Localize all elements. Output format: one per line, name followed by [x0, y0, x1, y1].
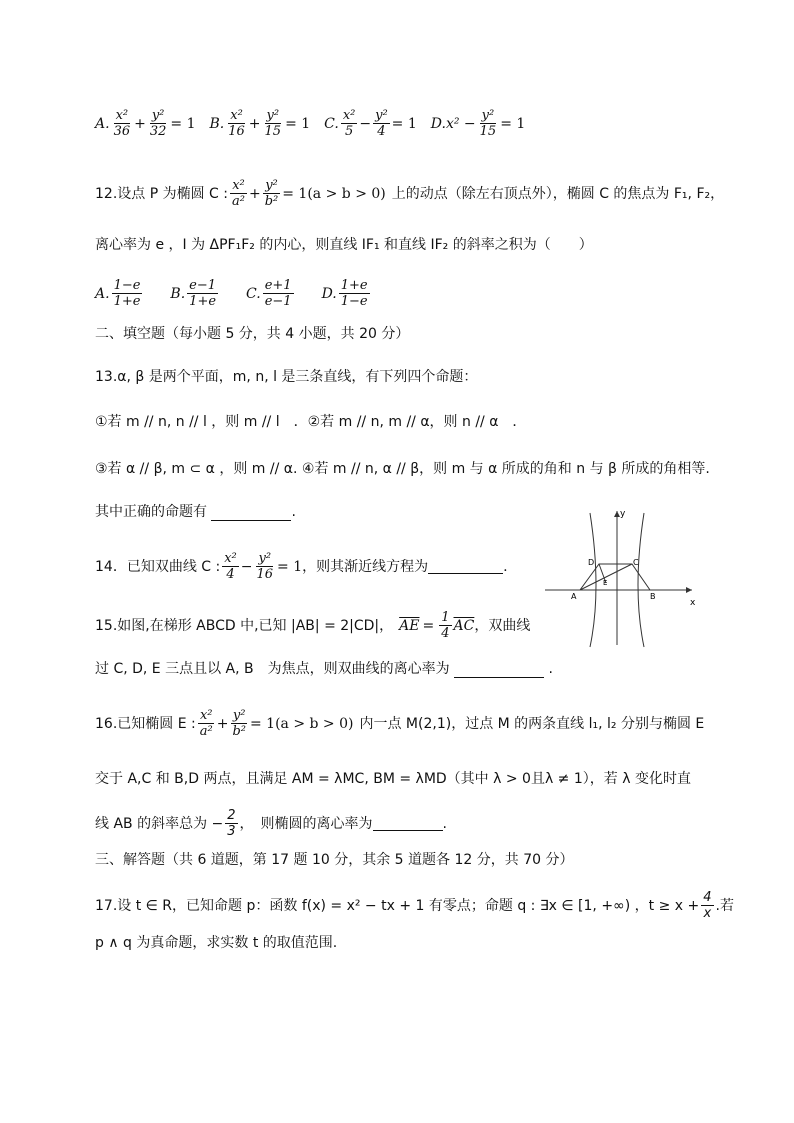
question-text: 12.设点 P 为椭圆 C : [95, 185, 228, 202]
denominator: b² [232, 724, 246, 739]
option-label: C. [324, 115, 339, 132]
fraction [148, 108, 169, 139]
question-text: 16.已知椭圆 E : [95, 715, 196, 732]
punctuation: . [442, 815, 447, 832]
fraction [263, 278, 294, 309]
question-text: 内一点 M(2,1)，过点 M 的两条直线 l₁, l₂ 分别与椭圆 E [359, 715, 705, 732]
section-heading: 二、填空题（每小题 5 分，共 4 小题，共 20 分） [95, 326, 410, 342]
denominator: a² [232, 194, 245, 209]
point-c-label: C [633, 558, 639, 567]
q12-option-b [170, 278, 220, 309]
answer-blank[interactable] [454, 663, 544, 678]
denominator: 36 [113, 124, 131, 139]
option-label: B. [209, 115, 225, 132]
operator: + [248, 185, 261, 202]
q16-line2: 交于 A,C 和 B,D 两点，且满足 AM = λMC, BM = λMD（其中 λ > 0且λ ≠ 1），若 λ 变化时直 [95, 771, 691, 787]
numerator: y² [481, 108, 495, 123]
fraction [263, 108, 284, 139]
question-text: .若 [715, 897, 734, 914]
fraction [225, 808, 237, 839]
fraction [230, 178, 247, 209]
equation-rhs: = 1 [277, 558, 303, 575]
question-text: ，则其渐近线方程为 [302, 558, 429, 575]
denominator: 15 [264, 124, 282, 139]
numerator: x² [115, 108, 129, 123]
fraction [187, 278, 218, 309]
numerator: x² [232, 178, 245, 193]
q12-stem [95, 178, 734, 209]
q11-option-a [95, 108, 195, 139]
term: x² − [445, 115, 476, 132]
fraction [341, 108, 358, 139]
fraction [255, 551, 276, 582]
question-text: 其中正确的命题有 [95, 504, 207, 520]
denominator: 15 [479, 124, 497, 139]
condition: = 1(a > b > 0) [282, 185, 386, 202]
operator: + [248, 115, 261, 132]
denominator: 1−e [340, 294, 368, 309]
denominator: e−1 [264, 294, 292, 309]
y-label: y [620, 509, 626, 519]
q13-line3: ③若 α // β, m ⊂ α ，则 m // α. ④若 m // n, α // β，则 m 与 α 所成的角和 n 与 β 所成的角相等. [95, 461, 710, 477]
answer-blank[interactable] [428, 559, 503, 574]
x-axis-arrow [686, 587, 692, 593]
q13-line1: 13.α, β 是两个平面，m, n, l 是三条直线，有下列四个命题： [95, 369, 478, 385]
numerator: x² [199, 708, 213, 723]
q12-line2: 离心率为 e ，I 为 ΔPF₁F₂ 的内心，则直线 IF₁ 和直线 IF₂ 的斜率之积为（ ） [95, 237, 593, 253]
denominator: 4 [441, 626, 450, 641]
numerator: 1 [441, 610, 450, 625]
point-a-label: A [571, 592, 577, 601]
numerator: 1−e [113, 278, 141, 293]
question-text: 过 C, D, E 三点且以 A, B 为焦点，则双曲线的离心率为 [95, 661, 450, 677]
answer-blank[interactable] [211, 506, 291, 521]
denominator: 32 [149, 124, 167, 139]
denominator: 16 [256, 567, 274, 582]
numerator: y² [258, 551, 272, 566]
question-text: 17.设 t ∈ R，已知命题 p：函数 f(x) = x² − tx + 1 有零点；命题 q : ∃x ∈ [1, +∞) ，t ≥ x + [95, 897, 700, 914]
numerator: y² [375, 108, 388, 123]
denominator: 4 [377, 124, 386, 139]
question-text: ，双曲线 [474, 617, 531, 634]
denominator: 1+e [189, 294, 217, 309]
question-text: 15.如图,在梯形 ABCD 中,已知 |AB| = 2|CD|， [95, 617, 394, 634]
q12-option-a [95, 278, 144, 309]
denominator: 1+e [113, 294, 141, 309]
fraction [339, 278, 370, 309]
numerator: x² [230, 108, 243, 123]
numerator: x² [342, 108, 356, 123]
fraction [230, 708, 248, 739]
equation-rhs: = 1 [391, 115, 417, 132]
denominator: b² [264, 194, 279, 209]
q15-line2 [95, 660, 734, 678]
q16-stem [95, 708, 734, 739]
operator: + [216, 715, 229, 732]
equation-rhs: = 1 [170, 115, 196, 132]
option-label: B. [170, 285, 186, 302]
fraction [226, 108, 247, 139]
option-label: A. [95, 285, 110, 302]
numerator: y² [232, 708, 246, 723]
q13-line4: 其中正确的命题有 . [95, 504, 296, 520]
equation-rhs: = 1 [500, 115, 526, 132]
fraction [701, 890, 713, 921]
operator: = [422, 617, 435, 634]
denominator: 3 [227, 824, 236, 839]
vector-ae: $\overline{AE}$ [399, 617, 420, 634]
question-text: ， 则椭圆的离心率为 [239, 815, 373, 832]
operator: + [134, 115, 146, 132]
condition: = 1(a > b > 0) [249, 715, 354, 732]
fraction [373, 108, 390, 139]
numerator: 4 [703, 890, 712, 905]
numerator: e−1 [189, 278, 217, 293]
denominator: x [703, 906, 712, 921]
numerator: e+1 [264, 278, 292, 293]
option-label: D. [430, 115, 446, 132]
fraction [478, 108, 499, 139]
q11-options [95, 108, 734, 139]
q12-options [95, 278, 734, 309]
fraction [222, 551, 239, 582]
denominator: 16 [228, 124, 245, 139]
point-b-label: B [650, 592, 656, 601]
denominator: 4 [226, 567, 235, 582]
q11-option-d [431, 108, 526, 139]
option-label: C. [246, 285, 261, 302]
denominator: 5 [344, 124, 354, 139]
numerator: 2 [227, 808, 236, 823]
hyperbola-trapezoid-figure [540, 505, 705, 650]
q15-stem [95, 610, 534, 641]
punctuation: . [503, 558, 508, 575]
q12-option-d [322, 278, 372, 309]
answer-blank[interactable] [373, 816, 443, 831]
q11-option-c [324, 108, 417, 139]
numerator: x² [224, 551, 237, 566]
q13-line2: ①若 m // n, n // l ，则 m // l ．②若 m // n, m // α，则 n // α ． [95, 414, 527, 430]
numerator: y² [265, 178, 278, 193]
vector-ac: $\overline{AC}$ [453, 617, 475, 634]
operator: − [240, 558, 253, 575]
punctuation: . [548, 661, 553, 677]
option-label: A. [95, 115, 110, 132]
section-heading: 三、解答题（共 6 道题，第 17 题 10 分，其余 5 道题各 12 分，共 70 分） [95, 852, 574, 868]
numerator: y² [151, 108, 165, 123]
q16-line3 [95, 808, 734, 839]
point-d-label: D [588, 558, 595, 567]
fraction [263, 178, 281, 209]
question-text: 线 AB 的斜率总为 − [95, 815, 224, 832]
numerator: y² [266, 108, 280, 123]
question-text: 上的动点（除左右顶点外），椭圆 C 的焦点为 F₁, F₂， [391, 185, 725, 202]
fraction [439, 610, 451, 641]
equation-rhs: = 1 [285, 115, 311, 132]
q11-option-b [209, 108, 310, 139]
q12-option-c [246, 278, 296, 309]
q17-stem [95, 890, 734, 921]
trapezoid-abcd [580, 564, 650, 590]
numerator: 1+e [340, 278, 368, 293]
question-text: 14．已知双曲线 C : [95, 558, 221, 575]
fraction [112, 278, 143, 309]
fraction [198, 708, 215, 739]
fraction [112, 108, 133, 139]
point-e-label: E [603, 579, 608, 587]
q14-stem [95, 551, 514, 582]
x-label: x [690, 598, 696, 608]
option-label: D. [321, 285, 337, 302]
denominator: a² [199, 724, 213, 739]
q17-line2: p ∧ q 为真命题，求实数 t 的取值范围. [95, 935, 338, 951]
operator: − [359, 115, 372, 132]
hyperbola-left-branch [590, 513, 596, 647]
